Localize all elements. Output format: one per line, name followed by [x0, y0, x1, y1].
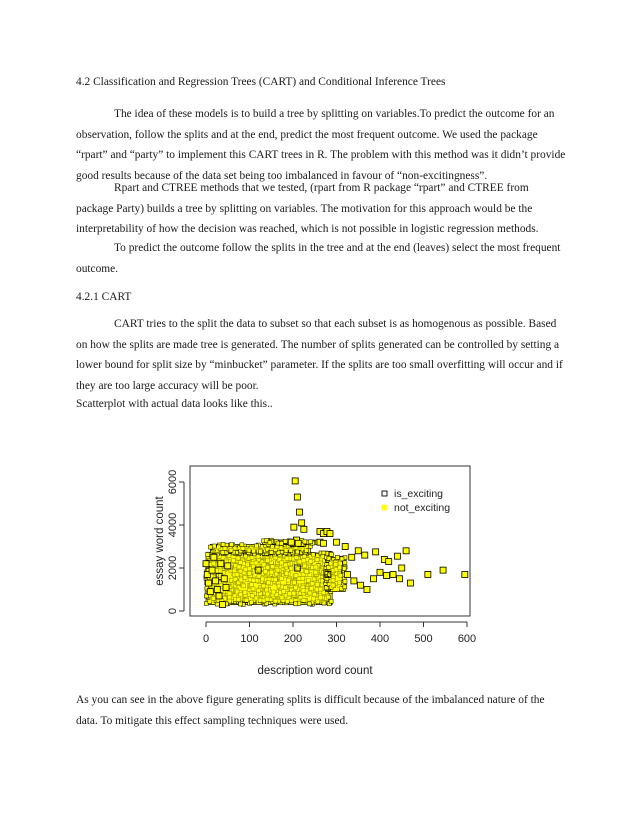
point-not-exciting — [377, 569, 383, 575]
data-point — [206, 552, 210, 556]
data-point — [254, 544, 258, 548]
section-paragraph-1: The idea of these models is to build a tree by splitting on variables.To predict the outcome for an observation, follow the splits and at the end, predict the most frequent outcome. We used the package “rpart” and “party” to implement this CART trees in R. The problem with this method was it didn’t provide good results because of the data set being too imbalanced in favour of “non-excitingness”. — [76, 108, 566, 182]
point-not-exciting — [403, 548, 409, 554]
data-point — [324, 570, 328, 574]
scatter-caption: Scatterplot with actual data looks like this.. — [76, 398, 273, 410]
point-not-exciting — [206, 580, 212, 586]
point-not-exciting — [349, 554, 355, 560]
point-not-exciting — [362, 552, 368, 558]
x-tick-label: 100 — [240, 633, 259, 645]
point-not-exciting — [397, 576, 403, 582]
point-not-exciting — [425, 571, 431, 577]
x-tick-label: 600 — [457, 633, 477, 645]
point-not-exciting — [373, 549, 379, 555]
point-not-exciting — [334, 539, 340, 545]
point-not-exciting — [364, 587, 370, 593]
data-point — [303, 540, 307, 544]
data-point — [221, 542, 225, 546]
point-not-exciting — [295, 540, 301, 546]
x-tick-label: 500 — [414, 633, 433, 645]
data-point — [269, 550, 273, 554]
point-not-exciting — [291, 524, 297, 530]
data-point — [259, 550, 263, 554]
point-not-exciting — [225, 563, 231, 569]
point-not-exciting — [407, 580, 413, 586]
legend-label-is-exciting: is_exciting — [394, 488, 444, 500]
point-not-exciting — [221, 576, 227, 582]
point-not-exciting — [342, 544, 348, 550]
section-paragraph-2: Rpart and CTREE methods that we tested, (rpart from R package “rpart” and CTREE from package Party) builds a tree by splitting on variables. The motivation for this approach would be the interpretability of how the decision was reached, which is not possible in logistic regression methods. — [76, 182, 539, 235]
point-not-exciting — [220, 602, 226, 608]
legend-marker-not-exciting — [382, 505, 387, 510]
point-not-exciting — [351, 578, 357, 584]
data-point — [230, 543, 234, 547]
x-tick-label: 400 — [370, 633, 390, 645]
point-not-exciting — [207, 589, 213, 595]
y-tick-label: 6000 — [167, 469, 179, 495]
point-not-exciting — [216, 593, 222, 599]
data-point — [295, 550, 299, 554]
point-not-exciting — [355, 548, 361, 554]
scatter-plot — [150, 462, 480, 686]
data-point — [309, 540, 313, 544]
point-not-exciting — [297, 509, 303, 515]
x-tick-label: 200 — [283, 633, 303, 645]
point-not-exciting — [440, 567, 446, 573]
point-not-exciting — [301, 526, 307, 532]
data-point — [327, 556, 331, 560]
legend-label-not-exciting: not_exciting — [394, 502, 451, 514]
dense-region-fill — [214, 547, 306, 550]
y-axis-label: essay word count — [154, 496, 166, 586]
point-not-exciting — [292, 478, 298, 484]
data-point — [343, 580, 347, 584]
data-point — [208, 545, 212, 549]
data-point — [329, 553, 333, 557]
point-not-exciting — [394, 553, 400, 559]
point-not-exciting — [218, 561, 224, 567]
subsection-paragraph-2: As you can see in the above figure generating splits is difficult because of the imbalanced nature of the data. To mitigate this effect sampling techniques were used. — [76, 694, 545, 727]
section-paragraph-3: To predict the outcome follow the splits in the tree and at the end (leaves) select the most frequent outcome. — [76, 242, 561, 275]
point-not-exciting — [399, 565, 405, 571]
section-heading: 4.2 Classification and Regression Trees (CART) and Conditional Inference Trees — [76, 76, 446, 88]
x-tick-label: 0 — [202, 633, 210, 645]
data-point — [335, 555, 339, 559]
point-not-exciting — [384, 573, 390, 579]
data-point — [343, 561, 347, 565]
point-not-exciting — [390, 571, 396, 577]
dense-region-fill — [330, 560, 342, 588]
subsection-heading: 4.2.1 CART — [76, 291, 132, 303]
data-point — [279, 542, 283, 546]
x-axis-label: description word count — [257, 665, 373, 677]
point-not-exciting — [223, 584, 229, 590]
subsection-paragraph-1: CART tries to the split the data to subset so that each subset is as homogenous as possible. Based on how the splits are made tree is generated. The number of splits generated can be controlled by setting a lower bound for split size by “minbucket” parameter. If the splits are too small overfitting will occur and if they are too large accuracy will be poor. — [76, 318, 563, 392]
data-point — [307, 602, 311, 606]
point-not-exciting — [299, 520, 305, 526]
point-not-exciting — [288, 539, 294, 545]
data-point — [329, 599, 333, 603]
point-not-exciting — [294, 494, 300, 500]
data-point — [343, 585, 347, 589]
point-not-exciting — [203, 561, 209, 567]
point-not-exciting — [214, 587, 220, 593]
legend-marker-is-exciting — [382, 491, 387, 496]
point-not-exciting — [327, 531, 333, 537]
point-not-exciting — [357, 582, 363, 588]
point-not-exciting — [211, 554, 217, 560]
y-tick-label: 0 — [167, 607, 179, 615]
y-tick-label: 2000 — [167, 555, 179, 581]
data-point — [294, 602, 298, 606]
data-point — [283, 539, 287, 543]
point-not-exciting — [386, 559, 392, 565]
point-not-exciting — [320, 540, 326, 546]
point-not-exciting — [209, 567, 215, 573]
y-tick-label: 4000 — [167, 512, 179, 538]
point-not-exciting — [344, 571, 350, 577]
data-point — [268, 541, 272, 545]
point-not-exciting — [462, 571, 468, 577]
data-point — [221, 550, 225, 554]
legend — [382, 488, 450, 514]
point-not-exciting — [370, 576, 376, 582]
x-tick-label: 300 — [327, 633, 346, 645]
point-not-exciting — [213, 578, 219, 584]
data-point — [322, 601, 326, 605]
dense-point-cloud — [204, 538, 347, 606]
data-point — [239, 602, 243, 606]
